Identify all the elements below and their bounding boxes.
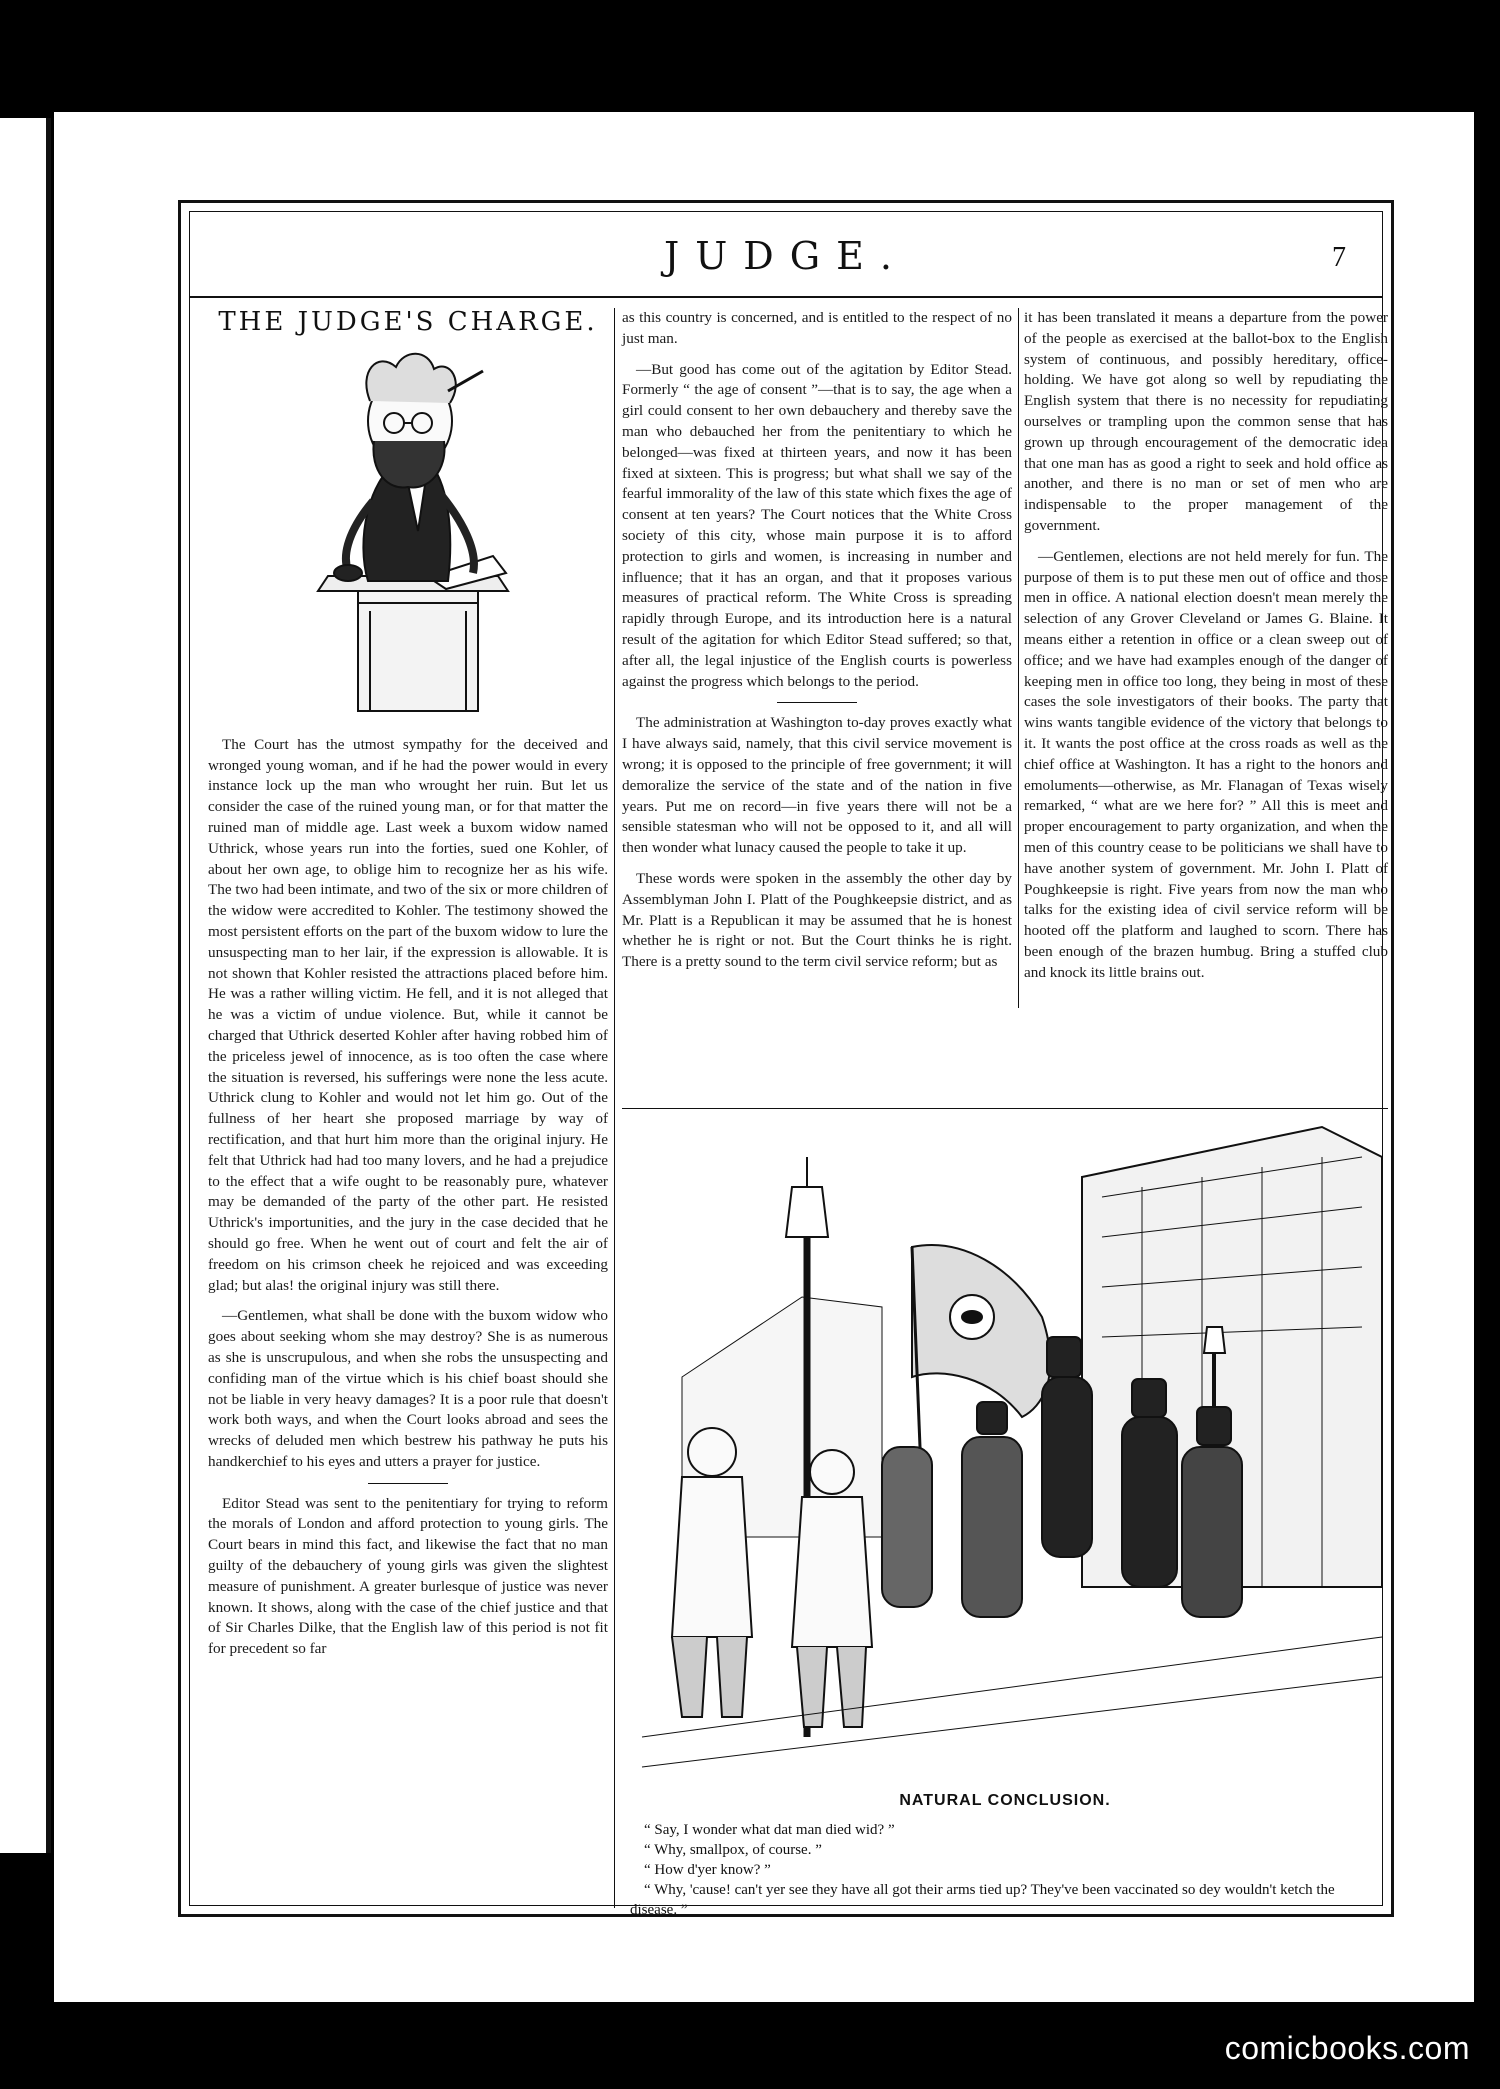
article-paragraph: —Gentlemen, what shall be done with the buxom widow who goes about seeking whom she may destroy? She is as numerous as she is unscrupulous, and when she robs the unsuspecting and confiding man of the virtue which is his chief boast should she not be liable in very heavy damages? It is a poor rule that doesn't work both ways, and when the Court looks abroad and sees the wrecks of deluded men which bestrew his pathway he puts his handkerchief to his eyes and utters a prayer for justice. bbox=[208, 1307, 608, 1470]
column-1 bbox=[208, 308, 608, 1670]
cartoon-illustration bbox=[622, 1112, 1388, 1802]
page-frame bbox=[178, 200, 1394, 1917]
article-paragraph: These words were spoken in the assembly the other day by Assemblyman John I. Platt of the Poughkeepsie district, and as Mr. Platt is a Republican it may be assumed that he is honest whether he is right or not. But the Court thinks he is right. There is a pretty sound to the term civil service reform; but as bbox=[622, 869, 1012, 971]
section-separator bbox=[777, 702, 857, 703]
column-divider bbox=[614, 308, 615, 1908]
cartoon-caption bbox=[630, 1820, 1380, 1920]
article-paragraph: The administration at Washington to-day proves exactly what I have always said, namely, that this civil service movement is wrong; it is opposed to the principle of free government; it will demoralize the service of the state and of the nation in five years. Put me on record—in five years there will not be a sensible statesman who will not be opposed to it, and all will then wonder what lunacy caused the people to take it up. bbox=[622, 714, 1012, 857]
cartoon-title: NATURAL CONCLUSION. bbox=[899, 1792, 1111, 1809]
page-frame-inner bbox=[189, 211, 1388, 1918]
article-paragraph: The Court has the utmost sympathy for the deceived and wronged young woman, and if he had the power would in every instance lock up the man who wrought her ruin. But let us consider the case of the ruined young man, or for that matter the ruined man of middle age. Last week a buxom widow named Uthrick, whose years run into the forties, sued one Kohler, of about her own age, to oblige him to recognize her as his wife. The two had been intimate, and two of the six or more children of the widow were accredited to Kohler. The testimony showed the most persistent efforts on the part of the buxom widow to lure the unsuspecting man to her lair, if the expression is allowable. It is not shown that Kohler resisted the attractions placed before him. He was a rather willing victim. He fell, and it is not alleged that he was a victim of undue violence. But, while it cannot be charged that Uthrick deserted Kohler after having robbed him of the priceless jewel of innocence, as is too often the case where the situation is reversed, his sufferings were none the less acute. Uthrick clung to Kohler and would not let him go. Out of the fullness of her heart she proposed marriage by way of rectification, and that hurt him more than the original injury. He felt that Uthrick had had too many lovers, and he had a prejudice to the effect that a wife ought to be reasonably pure, whatever may be demanded of the party of the other part. He resisted Uthrick's importunities, and the jury in the case decided that he should go free. When he went out of court and felt the air of freedom on his crimson cheek he rejoiced and was exceeding glad; but alas! the original injury was still there. bbox=[208, 735, 608, 1294]
masthead-rule bbox=[190, 296, 1382, 298]
caption-line: “ Why, 'cause! can't yer see they have all got their arms tied up? They've been vaccinated so dey wouldn't ketch the disease. ” bbox=[630, 1882, 1335, 1918]
article-paragraph: as this country is concerned, and is entitled to the respect of no just man. bbox=[622, 309, 1012, 347]
article-paragraph: —But good has come out of the agitation by Editor Stead. Formerly “ the age of consent ”—that is to say, the age when a girl could consent to her own debauchery and thereby save the man who debauched her from the penitentiary to which he belonged—was fixed at thirteen years, and now it has been fixed at sixteen. This is progress; but what shall we say of the fearful immorality of the law of this state which fixes the age of consent at ten years? The Court notices that the White Cross society of this city, whose main purpose it is to afford protection to girls and women, is increasing in number and influence; that it has an organ, and that it proposes various measures of practical reform. The White Cross is spreading rapidly through Europe, and its introduction here is a natural result of the agitation for which Editor Stead suffered; so that, after all, the legal injustice of the English courts is powerless against the progress which belongs to the period. bbox=[622, 360, 1012, 690]
section-separator bbox=[368, 1483, 448, 1484]
masthead-title: JUDGE. bbox=[664, 234, 908, 278]
article-paragraph: it has been translated it means a departure from the power of the people as exercised at the ballot-box to the English system of continuous, and possibly hereditary, office-holding. We have got along so well by repudiating the English system that there is no necessity for repudiating ourselves or trampling upon the common sense that has grown up through encouragement of the democratic idea that one man has as good a right to seek and hold office as another, and there is no man or set of men who are indispensable to the proper management of the government. bbox=[1024, 309, 1388, 534]
caption-line: “ How d'yer know? ” bbox=[644, 1862, 771, 1878]
article-title: THE JUDGE'S CHARGE. bbox=[218, 307, 598, 337]
caption-line: “ Say, I wonder what dat man died wid? ” bbox=[644, 1822, 895, 1838]
article-paragraph: —Gentlemen, elections are not held merely for fun. The purpose of them is to put these men out of office and those men in office. A national election doesn't mean merely the selection of any Grover Cleveland or James G. Blaine. It means either a retention in office or a clean sweep out of office; and we have had examples enough of the danger of keeping men in office too long, they being in most of these cases the sole investigators of their books. The party that wins wants tangible evidence of the victory that belongs to it. It wants the post office at the cross roads as well as the chief office at Washington. It has a right to the honors and emoluments—otherwise, as Mr. Flanagan of Texas wisely remarked, “ what are we here for? ” All this is meet and proper encouragement to party organization, and when the men of this country cease to be politicians we shall have to have another system of government. Mr. John I. Platt of Poughkeepsie is right. Five years from now the man who talks for the existing idea of civil service reform will be hooted off the platform and laughed to scorn. There has been enough of the brazen humbug. Bring a stuffed club and knock its little brains out. bbox=[1024, 547, 1388, 981]
magazine-page bbox=[54, 112, 1474, 2002]
adjacent-page-edge bbox=[0, 118, 51, 1853]
column-divider bbox=[1018, 308, 1019, 1008]
judge-illustration bbox=[278, 341, 538, 721]
watermark: comicbooks.com bbox=[1224, 2030, 1470, 2066]
column-2 bbox=[622, 308, 1012, 983]
article-paragraph: Editor Stead was sent to the penitentiary for trying to reform the morals of London and afford protection to young girls. The Court bears in mind this fact, and likewise the fact that no man guilty of the debauchery of young girls was given the slightest measure of punishment. A greater burlesque of justice was never known. It shows, along with the case of the chief justice and that of Sir Charles Dilke, that the English law of this period is not fit for precedent so far bbox=[208, 1494, 608, 1658]
page-number: 7 bbox=[1332, 242, 1346, 273]
column-3 bbox=[1024, 308, 1388, 994]
caption-line: “ Why, smallpox, of course. ” bbox=[644, 1842, 822, 1858]
cartoon-top-rule bbox=[622, 1108, 1388, 1109]
